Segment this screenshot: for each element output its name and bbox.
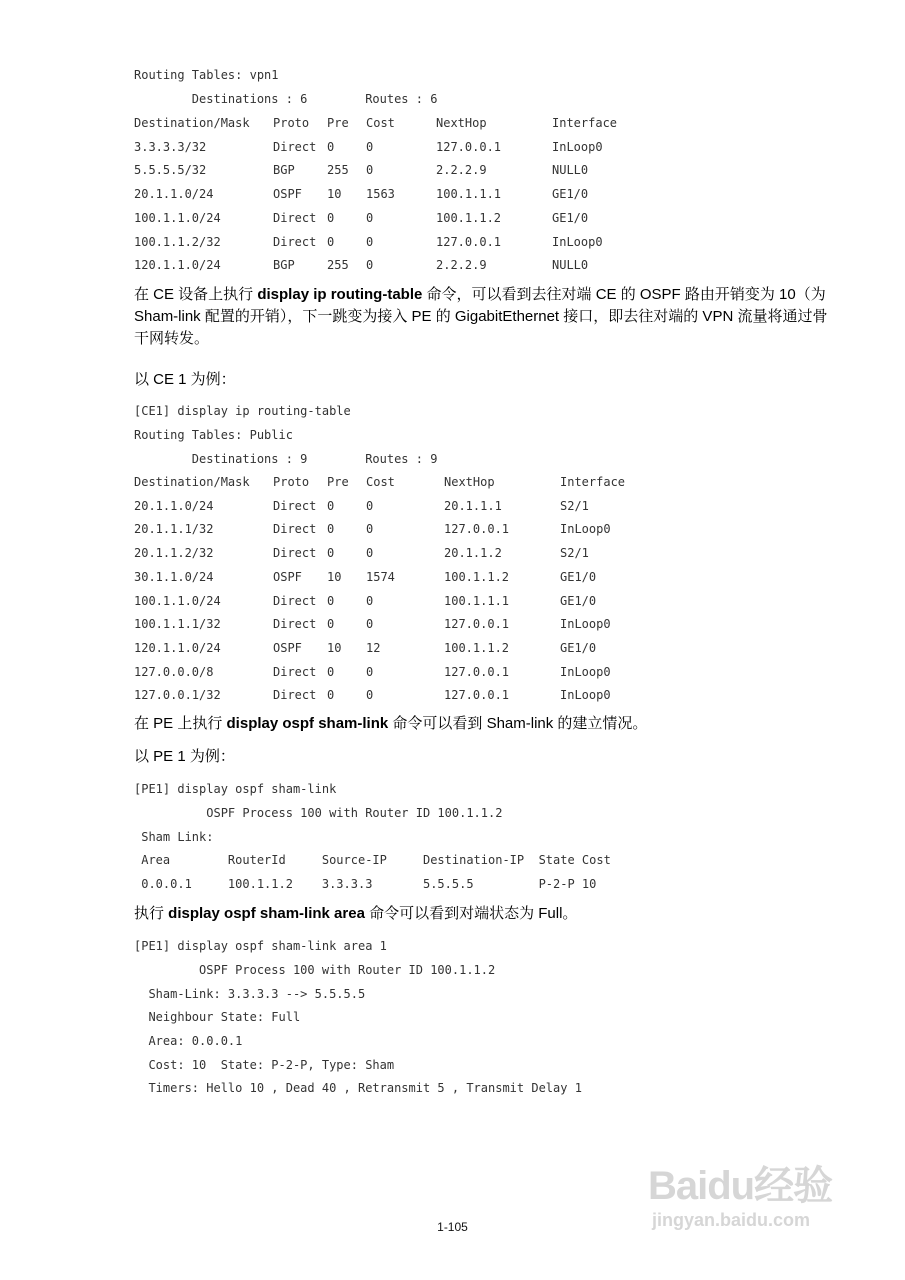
watermark-url: jingyan.baidu.com xyxy=(652,1210,811,1230)
table-cell: InLoop0 xyxy=(560,617,611,632)
table-cell: GE1/0 xyxy=(552,187,589,202)
table-cell: 0 xyxy=(366,258,374,273)
table-cell: 100.1.1.1 xyxy=(436,187,502,202)
table-cell: GE1/0 xyxy=(560,593,597,608)
vpn1-title: Routing Tables: vpn1 xyxy=(134,68,279,82)
pe1-area-line: Sham-Link: 3.3.3.3 --> 5.5.5.5 xyxy=(134,987,366,1001)
table-cell: 1563 xyxy=(366,187,395,202)
table-cell: 127.0.0.0/8 xyxy=(134,664,214,679)
table-cell: Cost xyxy=(366,116,395,130)
table-cell: 3.3.3.3/32 xyxy=(134,139,207,154)
table-cell: 2.2.2.9 xyxy=(436,163,487,178)
example-ce1-label: 以 CE 1 为例： xyxy=(134,371,236,388)
table-cell: 100.1.1.2/32 xyxy=(134,234,221,249)
table-cell: OSPF xyxy=(273,187,302,202)
table-cell: 0 xyxy=(366,498,374,513)
ce1-command: [CE1] display ip routing-table xyxy=(134,404,351,418)
pe1-area-line: [PE1] display ospf sham-link area 1 xyxy=(134,939,387,953)
table-cell: InLoop0 xyxy=(560,688,611,703)
table-cell: 20.1.1.1/32 xyxy=(134,522,214,537)
table-cell: 0 xyxy=(366,234,374,249)
table-cell: 127.0.0.1 xyxy=(436,139,502,154)
table-cell: 0 xyxy=(327,688,335,703)
table-cell: Proto xyxy=(273,475,310,489)
table-cell: 0 xyxy=(366,522,374,537)
table-cell: 100.1.1.0/24 xyxy=(134,593,221,608)
table-cell: 120.1.1.0/24 xyxy=(134,258,221,273)
table-cell: 255 xyxy=(327,163,349,178)
table-cell: Direct xyxy=(273,498,317,513)
table-cell: 10 xyxy=(327,569,342,584)
table-cell: 20.1.1.0/24 xyxy=(134,187,214,202)
vpn1-summary: Destinations : 6 Routes : 6 xyxy=(134,92,438,106)
table-cell: 20.1.1.2/32 xyxy=(134,546,214,561)
table-cell: Direct xyxy=(273,617,317,632)
table-cell: GE1/0 xyxy=(560,640,597,655)
table-cell: 0 xyxy=(366,163,374,178)
table-cell: 100.1.1.2 xyxy=(444,640,510,655)
table-cell: Direct xyxy=(273,210,317,225)
pe1-area-line: Area: 0.0.0.1 xyxy=(134,1034,243,1048)
table-cell: 0 xyxy=(366,664,374,679)
paragraph-ce-routing: 在 CE 设备上执行 display ip routing-table 命令，可以看到去往对端 CE 的 OSPF 路由开销变为 10（为 Sham-link 配置的开销），下一跳变为接入 PE 的 GigabitEthernet 接口，即去往对端的 VPN 流量将通过骨干网转发。 xyxy=(134,286,828,347)
table-cell: InLoop0 xyxy=(552,234,603,249)
command-display-ip-routing-table: display ip routing-table xyxy=(257,286,423,303)
table-cell: 0 xyxy=(327,593,335,608)
table-cell: 20.1.1.0/24 xyxy=(134,498,214,513)
paragraph-sham-link: 在 PE 上执行 display ospf sham-link 命令可以看到 Sham-link 的建立情况。 xyxy=(134,715,648,732)
table-cell: OSPF xyxy=(273,569,302,584)
table-cell: 127.0.0.1 xyxy=(444,688,510,703)
table-cell: Direct xyxy=(273,522,317,537)
table-cell: 127.0.0.1/32 xyxy=(134,688,221,703)
table-cell: 0 xyxy=(327,210,335,225)
table-cell: 5.5.5.5/32 xyxy=(134,163,207,178)
table-cell: Direct xyxy=(273,664,317,679)
table-cell: 127.0.0.1 xyxy=(444,522,510,537)
table-cell: 0 xyxy=(366,210,374,225)
table-cell: GE1/0 xyxy=(560,569,597,584)
table-cell: 100.1.1.2 xyxy=(436,210,502,225)
command-display-ospf-sham-link-area: display ospf sham-link area xyxy=(168,905,365,922)
table-cell: Proto xyxy=(273,116,310,130)
table-cell: Pre xyxy=(327,475,349,489)
pe1-line: [PE1] display ospf sham-link xyxy=(134,782,337,796)
table-cell: 12 xyxy=(366,640,381,655)
table-cell: NextHop xyxy=(436,116,487,130)
table-cell: InLoop0 xyxy=(560,664,611,679)
table-cell: OSPF xyxy=(273,640,302,655)
table-cell: 0 xyxy=(327,139,335,154)
pe1-area-line: OSPF Process 100 with Router ID 100.1.1.2 xyxy=(134,963,496,977)
table-cell: 2.2.2.9 xyxy=(436,258,487,273)
table-cell: 10 xyxy=(327,187,342,202)
table-cell: 100.1.1.2 xyxy=(444,569,510,584)
pe1-line: Sham Link: xyxy=(134,830,214,844)
table-cell: 0 xyxy=(327,522,335,537)
table-cell: Direct xyxy=(273,546,317,561)
table-cell: BGP xyxy=(273,163,295,178)
table-cell: 10 xyxy=(327,640,342,655)
table-cell: 0 xyxy=(327,234,335,249)
pe1-line: Area RouterId Source-IP Destination-IP State Cost xyxy=(134,853,611,867)
table-cell: Direct xyxy=(273,139,317,154)
table-cell: Direct xyxy=(273,688,317,703)
page-number: 1-105 xyxy=(437,1220,468,1234)
table-cell: 0 xyxy=(366,546,374,561)
pe1-area-line: Cost: 10 State: P-2-P, Type: Sham xyxy=(134,1058,395,1072)
table-cell: Destination/Mask xyxy=(134,475,250,489)
table-cell: BGP xyxy=(273,258,295,273)
table-cell: InLoop0 xyxy=(552,139,603,154)
table-cell: S2/1 xyxy=(560,498,589,513)
pe1-line: 0.0.0.1 100.1.1.2 3.3.3.3 5.5.5.5 P-2-P 10 xyxy=(134,877,597,891)
table-cell: Interface xyxy=(552,116,618,130)
ce1-summary: Destinations : 9 Routes : 9 xyxy=(134,452,438,466)
table-cell: 100.1.1.1/32 xyxy=(134,617,221,632)
table-cell: Destination/Mask xyxy=(134,116,250,130)
table-cell: 0 xyxy=(327,664,335,679)
pe1-area-line: Timers: Hello 10 , Dead 40 , Retransmit 5 , Transmit Delay 1 xyxy=(134,1081,582,1095)
command-display-ospf-sham-link: display ospf sham-link xyxy=(226,715,389,732)
table-cell: 100.1.1.0/24 xyxy=(134,210,221,225)
ce1-title: Routing Tables: Public xyxy=(134,428,293,442)
table-cell: 0 xyxy=(327,498,335,513)
table-cell: 120.1.1.0/24 xyxy=(134,640,221,655)
table-cell: 0 xyxy=(327,617,335,632)
table-cell: GE1/0 xyxy=(552,210,589,225)
table-cell: NextHop xyxy=(444,475,495,489)
table-cell: 0 xyxy=(366,593,374,608)
pe1-area-line: Neighbour State: Full xyxy=(134,1010,301,1024)
table-cell: 1574 xyxy=(366,569,395,584)
table-cell: 127.0.0.1 xyxy=(444,664,510,679)
baidu-jingyan-watermark xyxy=(640,1150,860,1250)
paragraph-sham-link-area: 执行 display ospf sham-link area 命令可以看到对端状态为 Full。 xyxy=(134,905,578,922)
table-cell: Direct xyxy=(273,234,317,249)
table-cell: Pre xyxy=(327,116,349,130)
table-cell: 127.0.0.1 xyxy=(436,234,502,249)
table-cell: Direct xyxy=(273,593,317,608)
table-cell: NULL0 xyxy=(552,258,589,273)
pe1-line: OSPF Process 100 with Router ID 100.1.1.2 xyxy=(134,806,503,820)
table-cell: 0 xyxy=(366,139,374,154)
table-cell: Cost xyxy=(366,475,395,489)
table-cell: 30.1.1.0/24 xyxy=(134,569,214,584)
table-cell: 127.0.0.1 xyxy=(444,617,510,632)
table-cell: 20.1.1.1 xyxy=(444,498,502,513)
table-cell: 0 xyxy=(327,546,335,561)
table-cell: Interface xyxy=(560,475,626,489)
example-pe1-label: 以 PE 1 为例： xyxy=(134,748,235,765)
table-cell: 255 xyxy=(327,258,349,273)
watermark-logo: Baidu经验 xyxy=(648,1164,833,1208)
table-cell: S2/1 xyxy=(560,546,589,561)
table-cell: 0 xyxy=(366,617,374,632)
table-cell: InLoop0 xyxy=(560,522,611,537)
table-cell: 100.1.1.1 xyxy=(444,593,510,608)
table-cell: 0 xyxy=(366,688,374,703)
table-cell: 20.1.1.2 xyxy=(444,546,502,561)
table-cell: NULL0 xyxy=(552,163,589,178)
